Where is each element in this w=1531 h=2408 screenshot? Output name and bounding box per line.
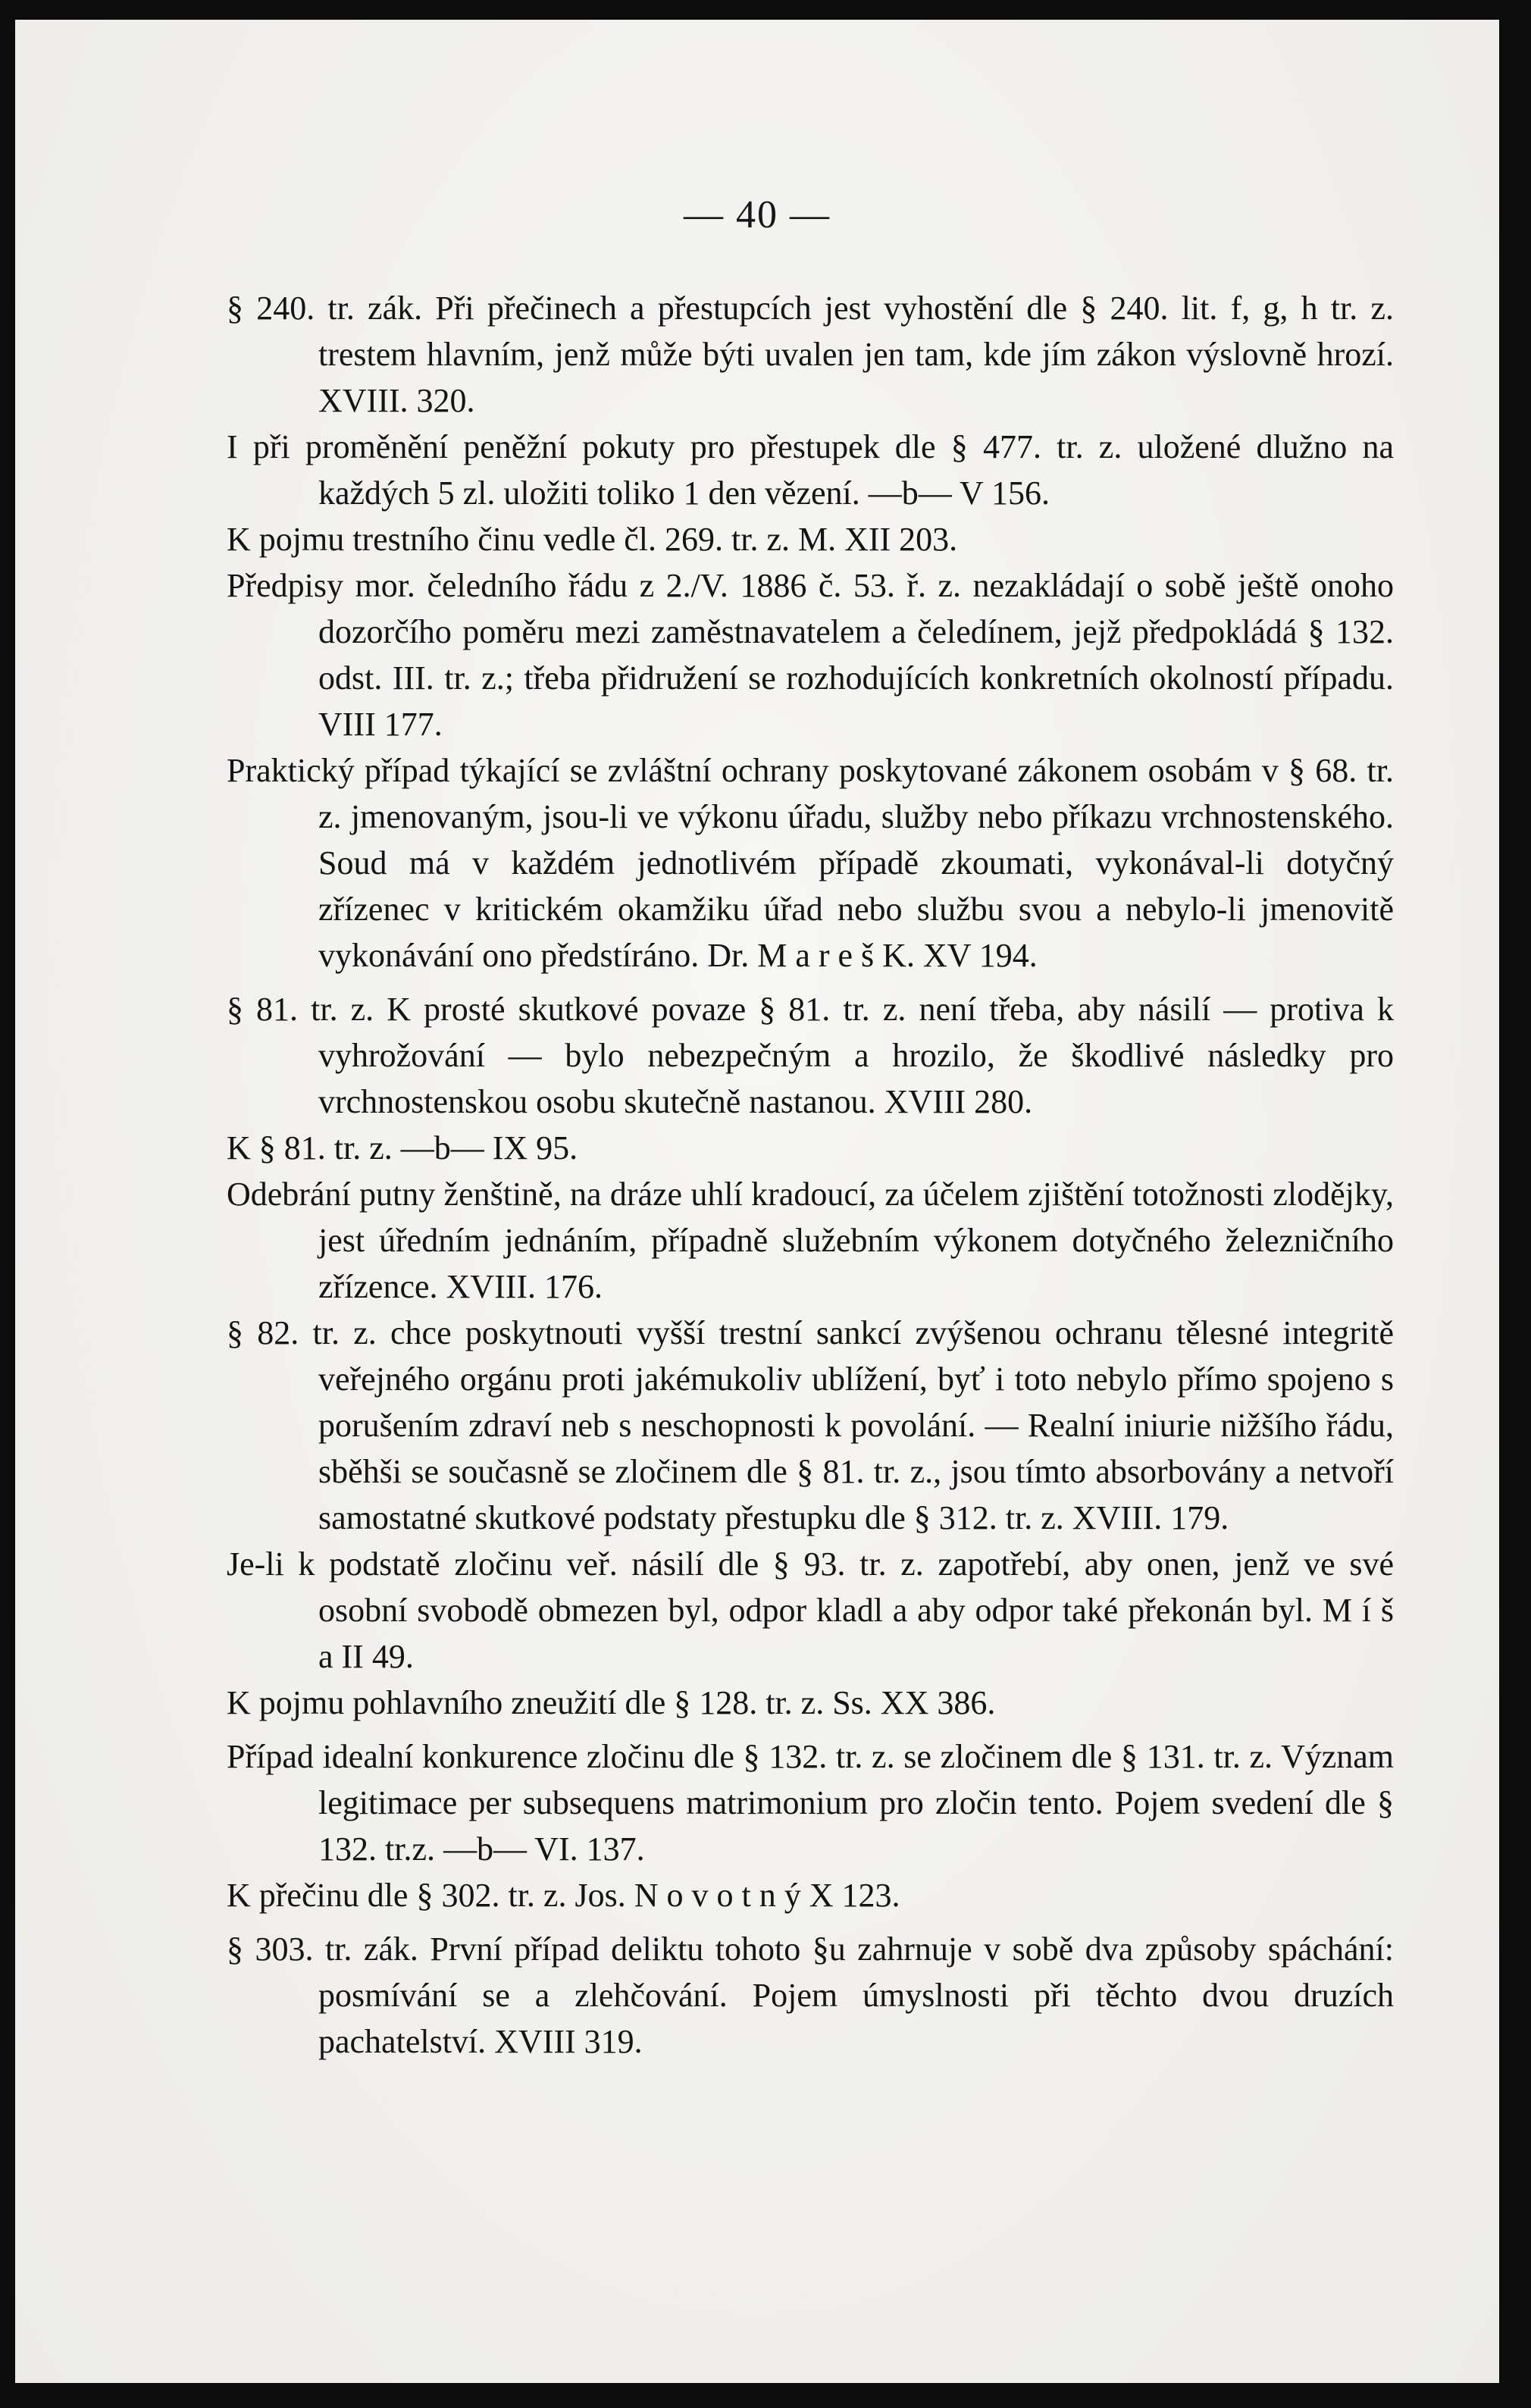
entry-6: § 81. tr. z. K prosté skutkové povaze § 81. tr. z. není třeba, aby násilí — protiva k vyhrožování — bylo nebezpečným a hrozilo, že škodlivé následky pro vrchnostenskou osobu skutečně nastanou. XVIII 280. bbox=[227, 991, 1394, 1120]
entry-3: K pojmu trestního činu vedle čl. 269. tr. z. M. XII 203. bbox=[227, 521, 958, 558]
entry-1: § 240. tr. zák. Při přečinech a přestupcích jest vyhostění dle § 240. lit. f, g, h tr. z. trestem hlavním, jenž může býti uvalen jen tam, kde jím zákon výslovně hrozí. XVIII. 320. bbox=[227, 290, 1394, 419]
page-number: — 40 — bbox=[684, 193, 831, 236]
entry-11: K pojmu pohlavního zneužití dle § 128. tr. z. Ss. XX 386. bbox=[227, 1684, 996, 1721]
entry-4: Předpisy mor. čeledního řádu z 2./V. 1886 č. 53. ř. z. nezakládají o sobě ještě onoho dozorčího poměru mezi zaměstnavatelem a čeledínem, jejž předpokládá § 132. odst. III. tr. z.; třeba přidružení se rozhodujících konkretních okolností případu. VIII 177. bbox=[227, 567, 1394, 743]
entry-2: I při proměnění peněžní pokuty pro přestupek dle § 477. tr. z. uložené dlužno na každých 5 zl. uložiti toliko 1 den vězení. —b— V 156. bbox=[227, 428, 1394, 512]
entry-8: Odebrání putny ženštině, na dráze uhlí kradoucí, za účelem zjištění totožnosti zlodějky, jest úředním jednáním, případně služebním výkonem dotyčného železničního zřízence. XVIII. 176. bbox=[227, 1176, 1394, 1305]
entry-list bbox=[227, 285, 1394, 2065]
entry-13: K přečinu dle § 302. tr. z. Jos. N o v o t n ý X 123. bbox=[227, 1877, 900, 1914]
entry-9: § 82. tr. z. chce poskytnouti vyšší trestní sankcí zvýšenou ochranu tělesné integritě veřejného orgánu proti jakémukoliv ublížení, byť i toto nebylo přímo spojeno s porušením zdraví neb s neschopnosti k povolání. — Realní iniurie nižšího řádu, sběhši se současně se zločinem dle § 81. tr. z., jsou tímto absorbovány a netvoří samostatné skutkové podstaty přestupku dle § 312. tr. z. XVIII. 179. bbox=[227, 1314, 1394, 1536]
entry-12: Případ idealní konkurence zločinu dle § 132. tr. z. se zločinem dle § 131. tr. z. Význam legitimace per subsequens matrimonium pro zločin tento. Pojem svedení dle § 132. tr.z. —b— VI. 137. bbox=[227, 1738, 1394, 1868]
entry-7: K § 81. tr. z. —b— IX 95. bbox=[227, 1129, 578, 1166]
entry-5: Praktický případ týkající se zvláštní ochrany poskytované zákonem osobám v § 68. tr. z. jmenovaným, jsou-li ve výkonu úřadu, služby nebo příkazu vrchnostenského. Soud má v každém jednotlivém případě zkoumati, vykonával-li dotyčný zřízenec v kritickém okamžiku úřad nebo službu svou a nebylo-li jmenovitě vykonávání ono předstíráno. Dr. M a r e š K. XV 194. bbox=[227, 752, 1394, 974]
entry-10: Je-li k podstatě zločinu veř. násilí dle § 93. tr. z. zapotřebí, aby onen, jenž ve své osobní svobodě obmezen byl, odpor kladl a aby odpor také překonán byl. M í š a II 49. bbox=[227, 1545, 1394, 1675]
book-page bbox=[15, 20, 1499, 2383]
entry-14: § 303. tr. zák. První případ deliktu tohoto §u zahrnuje v sobě dva způsoby spáchání: posmívání se a zlehčování. Pojem úmyslnosti při těchto dvou druzích pachatelství. XVIII 319. bbox=[227, 1930, 1394, 2060]
